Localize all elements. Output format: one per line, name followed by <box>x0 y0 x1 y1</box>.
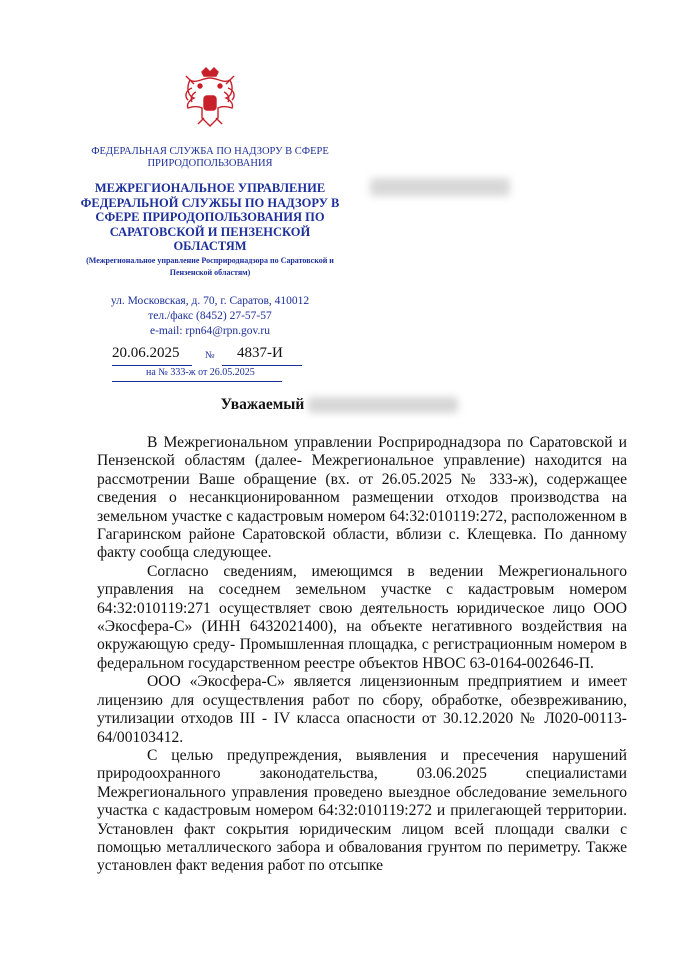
agency-name: ФЕДЕРАЛЬНАЯ СЛУЖБА ПО НАДЗОРУ В СФЕРЕ ПРИРОДОПОЛЬЗОВАНИЯ <box>91 146 329 169</box>
paragraph: Согласно сведениям, имеющимся в ведении Межрегионального управления на соседнем земельном участке с кадастровым номером 64:32:010119:271 осуществляет свою деятельность юридическое лицо ООО «Экосфера-С» (ИНН 6432021400), на объекте негативного воздействия на окружающую среду- Промышленная площадка, с регистрационным номером в федеральном государственном реестре объектов НВОС 63-0164-002646-П. <box>97 562 627 672</box>
reply-reference: на № 333-ж от 26.05.2025 <box>146 367 255 378</box>
department-name: МЕЖРЕГИОНАЛЬНОЕ УПРАВЛЕНИЕ ФЕДЕРАЛЬНОЙ СЛУЖБЫ ПО НАДЗОРУ В СФЕРЕ ПРИРОДОПОЛЬЗОВАНИЯ ПО САРАТОВСКОЙ И ПЕНЗЕНСКОЙ ОБЛАСТЯМ <box>80 181 340 253</box>
recipient-name-redacted <box>308 397 458 413</box>
address: ул. Московская, д. 70, г. Саратов, 410012 <box>110 295 310 307</box>
addressee-redacted <box>370 178 510 196</box>
paragraph: ООО «Экосфера-С» является лицензионным предприятием и имеет лицензию для осуществления работ по сбору, обработке, обезвреживанию, утилизации отходов III - IV класса опасности от 30.12.2020 № Л020-00113-64/00103412. <box>97 673 627 746</box>
registration-line <box>112 345 302 365</box>
salutation-text: Уважаемый <box>220 396 305 413</box>
number-underline <box>222 365 302 366</box>
date-underline <box>112 365 192 366</box>
email: e-mail: rpn64@rpn.gov.ru <box>149 325 271 337</box>
reply-underline <box>112 381 282 382</box>
number-sign: № <box>205 350 215 361</box>
letter-body <box>97 434 627 876</box>
paragraph: В Межрегиональном управлении Росприроднадзора по Саратовской и Пензенской областям (далее- Межрегиональное управление) находится на рассмотрении Ваше обращение (вх. от 26.05.2025 № 333-ж), содержащее сведения о несанкционированном размещении отходов производства на земельном участке с кадастровым номером 64:32:010119:272, расположенном в Гагаринском районе Саратовской области, вблизи с. Клещевка. По данному факту сообща следующее. <box>97 434 627 562</box>
phone: тел./факс (8452) 27-57-57 <box>148 310 272 322</box>
paragraph: С целью предупреждения, выявления и пресечения нарушений природоохранного законодательства, 03.06.2025 специалистами Межрегионального управления проведено выездное обследование земельного участка с кадастровым номером 64:32:010119:272 и прилегающей территории. Установлен факт сокрытия юридическим лицом всей площади свалки с помощью металлического забора и обвалования грунтом по периметру. Также установлен факт ведения работ по отсыпке <box>97 746 627 875</box>
document-date: 20.06.2025 <box>112 345 180 361</box>
salutation <box>0 396 679 414</box>
department-short-name: (Межрегиональное управление Росприроднадзора по Саратовской и Пензенской областям) <box>86 256 334 277</box>
coat-of-arms-icon <box>180 66 240 130</box>
contacts <box>80 294 340 339</box>
document-number: 4837-И <box>237 345 283 361</box>
